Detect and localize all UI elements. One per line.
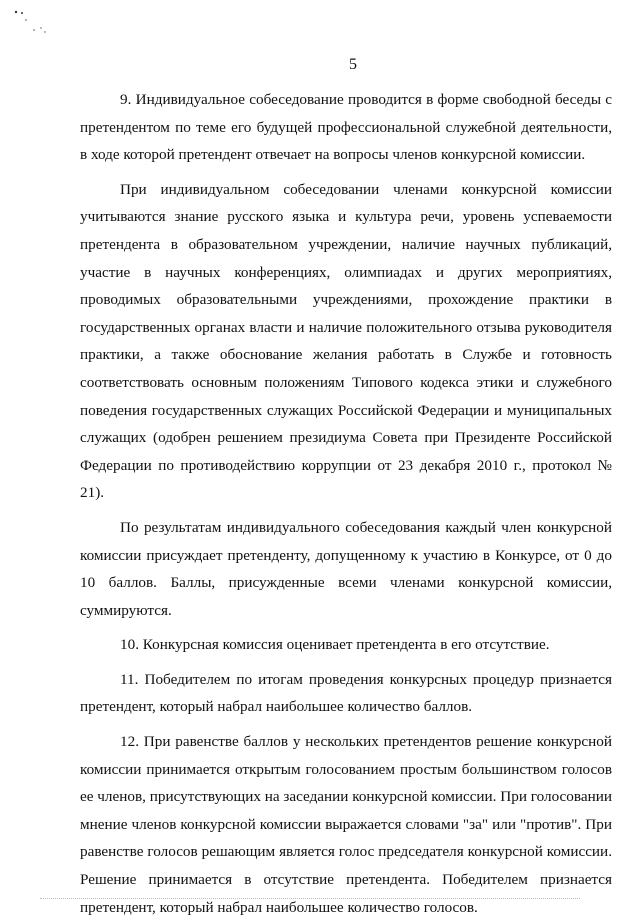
paragraph-9: 9. Индивидуальное собеседование проводится в форме свободной беседы с претендентом по теме его будущей профессиональной служебной деятельности, в ходе которой претендент отвечает на вопросы членов конкурсной комиссии. (80, 91, 612, 164)
paragraph-11: 11. Победителем по итогам проведения конкурсных процедур признается претендент, который набрал наибольшее количество баллов. (80, 670, 612, 716)
paragraph-interview-criteria: При индивидуальном собеседовании членами конкурсной комиссии учитываются знание русского языка и культура речи, уровень успеваемости претендента в образовательном учреждении, наличие научных публикаций, участие в научных конференциях, олимпиадах и других мероприятиях, проводимых образовательными учреждениями, прохождение практики в государственных органах власти и наличие положительного отзыва руководителя практики, а также обоснование желания работать в Службе и готовность соответствовать основным положениям Типового кодекса этики и служебного поведения государственных служащих Российской Федерации и муниципальных служащих (одобрен решением президиума Совета при Президенте Российской Федерации по противодействию коррупции от 23 декабря 2010 г., протокол № 21). (80, 180, 612, 502)
paragraph-12: 12. При равенстве баллов у нескольких претендентов решение конкурсной комиссии принимается открытым голосованием простым большинством голосов ее членов, присутствующих на заседании конкурсной комиссии. При голосовании мнение членов конкурсной комиссии выражается словами "за" или "против". При равенстве голосов решающим является голос председателя конкурсной комиссии. Решение принимается в отсутствие претендента. Победителем признается претендент, который набрал наибольшее количество голосов. (80, 733, 612, 916)
page-number: 5 (349, 56, 357, 73)
scan-artifact-marks (14, 8, 54, 38)
paragraph-10: 10. Конкурсная комиссия оценивает претендента в его отсутствие. (120, 636, 550, 654)
paragraph-scoring: По результатам индивидуального собеседования каждый член конкурсной комиссии присуждает претенденту, допущенному к участию в Конкурсе, от 0 до 10 баллов. Баллы, присужденные всеми членами конкурсной комиссии, суммируются. (80, 518, 612, 619)
bottom-edge-line (40, 898, 580, 899)
document-body (80, 86, 612, 921)
